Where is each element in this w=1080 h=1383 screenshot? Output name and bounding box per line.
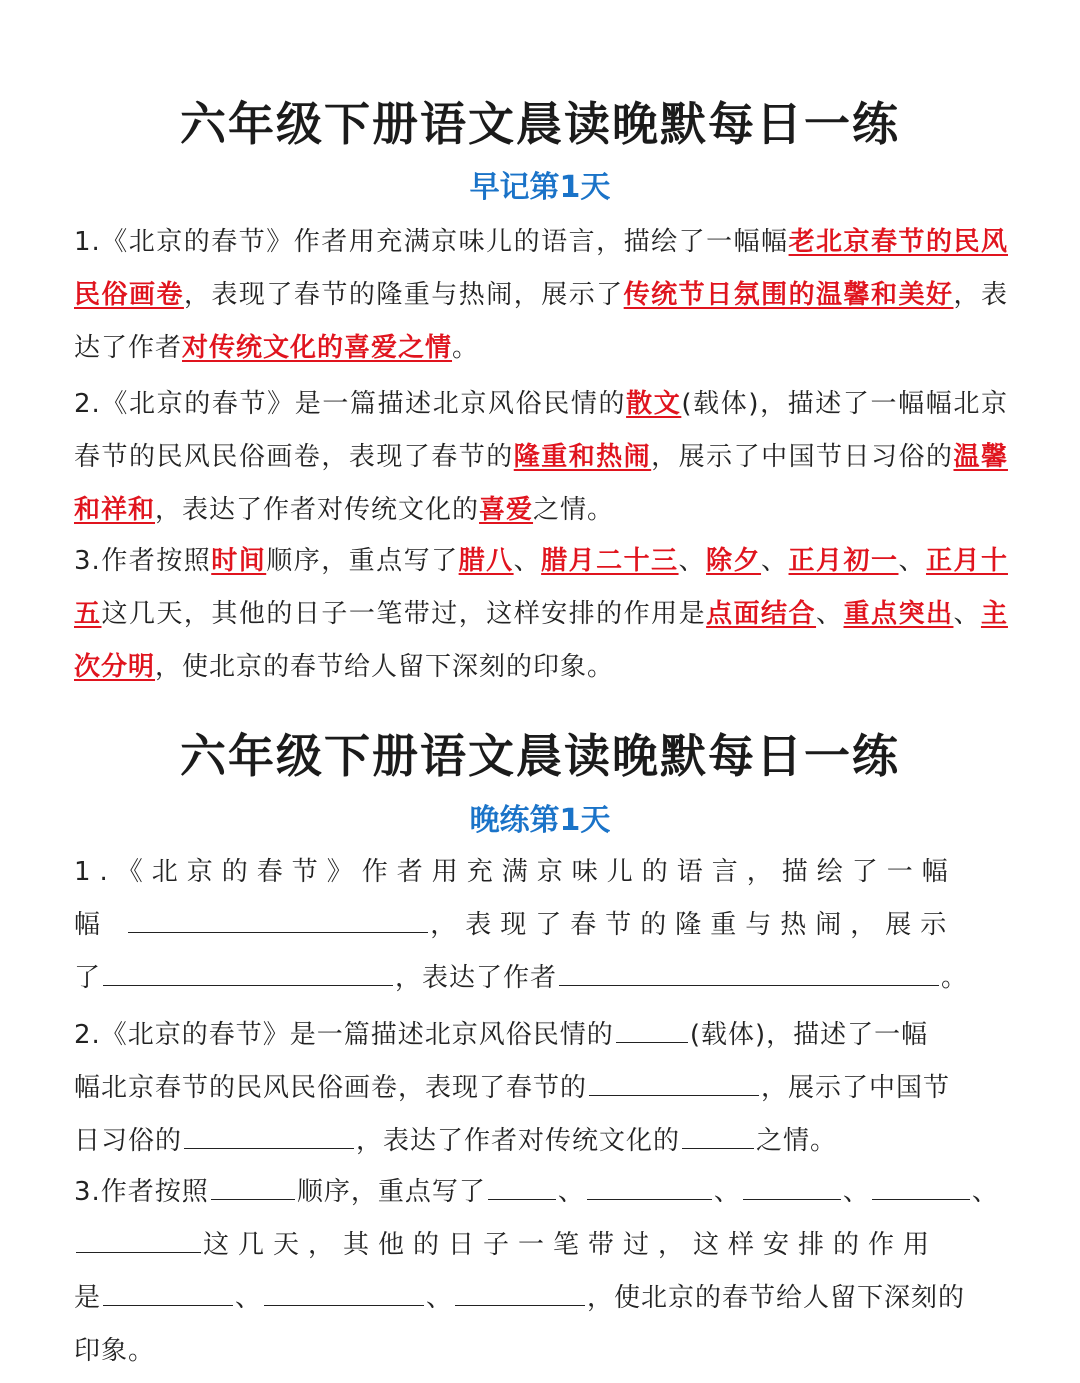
morning-title: 六年级下册语文晨读晚默每日一练 <box>180 97 900 151</box>
answer-highlight: 喜爱 <box>479 495 534 525</box>
morning-question-2: 2.《北京的春节》是一篇描述北京风俗民情的散文(载体)，描述了一幅幅北京春节的民风民俗画卷，表现了春节的隆重和热闹，展示了中国节日习俗的温馨和祥和，表达了作者对传统文化的喜爱之情。 <box>74 389 1008 525</box>
evening-question-2: 2.《北京的春节》是一篇描述北京风俗民情的 (载体)，描述了一幅 幅北京春节的民风民俗画卷，表现了春节的 ，展示了中国节 日习俗的 ，表达了作者对传统文化的 之情。 <box>74 1009 1008 1168</box>
fill-blank[interactable] <box>559 955 939 986</box>
answer-highlight: 隆重和热闹 <box>513 442 652 472</box>
morning-question-1: 1.《北京的春节》作者用充满京味儿的语言，描绘了一幅幅老北京春节的民风民俗画卷，表现了春节的隆重与热闹，展示了传统节日氛围的温馨和美好，表达了作者对传统文化的喜爱之情。 <box>74 227 1008 363</box>
answer-highlight: 主次分明 <box>74 599 1008 682</box>
answer-highlight: 温馨和祥和 <box>74 442 1008 525</box>
fill-blank[interactable] <box>103 1275 233 1306</box>
fill-blank[interactable] <box>872 1169 970 1200</box>
answer-highlight: 点面结合 <box>706 599 817 629</box>
evening-question-1: 1.《北京的春节》作者用充满京味儿的语言，描绘了一幅 幅 ，表现了春节的隆重与热闹，展示 了 ，表达了作者 。 <box>74 857 969 993</box>
answer-highlight: 对传统文化的喜爱之情 <box>182 333 453 363</box>
answer-highlight: 腊八 <box>458 546 514 576</box>
evening-title: 六年级下册语文晨读晚默每日一练 <box>180 729 900 783</box>
fill-blank[interactable] <box>587 1169 712 1200</box>
morning-subtitle: 早记第1天 <box>469 170 611 205</box>
answer-highlight: 正月初一 <box>788 546 899 576</box>
fill-blank[interactable] <box>264 1275 424 1306</box>
answer-highlight: 重点突出 <box>843 599 954 629</box>
evening-question-3: 3.作者按照 顺序，重点写了 、 、 、 、 这几天，其他的日子一笔带过，这样安排的作用 是 、 、 ，使北京的春节给人留下深刻的 印象。 <box>74 1166 1008 1378</box>
fill-blank[interactable] <box>455 1275 585 1306</box>
fill-blank[interactable] <box>184 1118 354 1149</box>
morning-question-3: 3.作者按照时间顺序，重点写了腊八、腊月二十三、除夕、正月初一、正月十五这几天，其他的日子一笔带过，这样安排的作用是点面结合、重点突出、主次分明，使北京的春节给人留下深刻的印象。 <box>74 546 1008 682</box>
answer-highlight: 传统节日氛围的温馨和美好 <box>623 280 954 310</box>
fill-blank[interactable] <box>76 1222 201 1253</box>
fill-blank[interactable] <box>488 1169 556 1200</box>
fill-blank[interactable] <box>589 1065 759 1096</box>
answer-highlight: 除夕 <box>706 546 762 576</box>
fill-blank[interactable] <box>682 1118 754 1149</box>
fill-blank[interactable] <box>128 902 428 933</box>
fill-blank[interactable] <box>211 1169 295 1200</box>
answer-highlight: 散文 <box>626 389 682 419</box>
answer-highlight: 腊月二十三 <box>541 546 679 576</box>
evening-subtitle: 晚练第1天 <box>469 803 611 838</box>
fill-blank[interactable] <box>103 955 393 986</box>
answer-highlight: 老北京春节的民风民俗画卷 <box>74 227 1008 310</box>
answer-highlight: 时间 <box>211 546 267 576</box>
fill-blank[interactable] <box>743 1169 841 1200</box>
answer-highlight: 正月十五 <box>74 546 1008 629</box>
fill-blank[interactable] <box>616 1012 688 1043</box>
